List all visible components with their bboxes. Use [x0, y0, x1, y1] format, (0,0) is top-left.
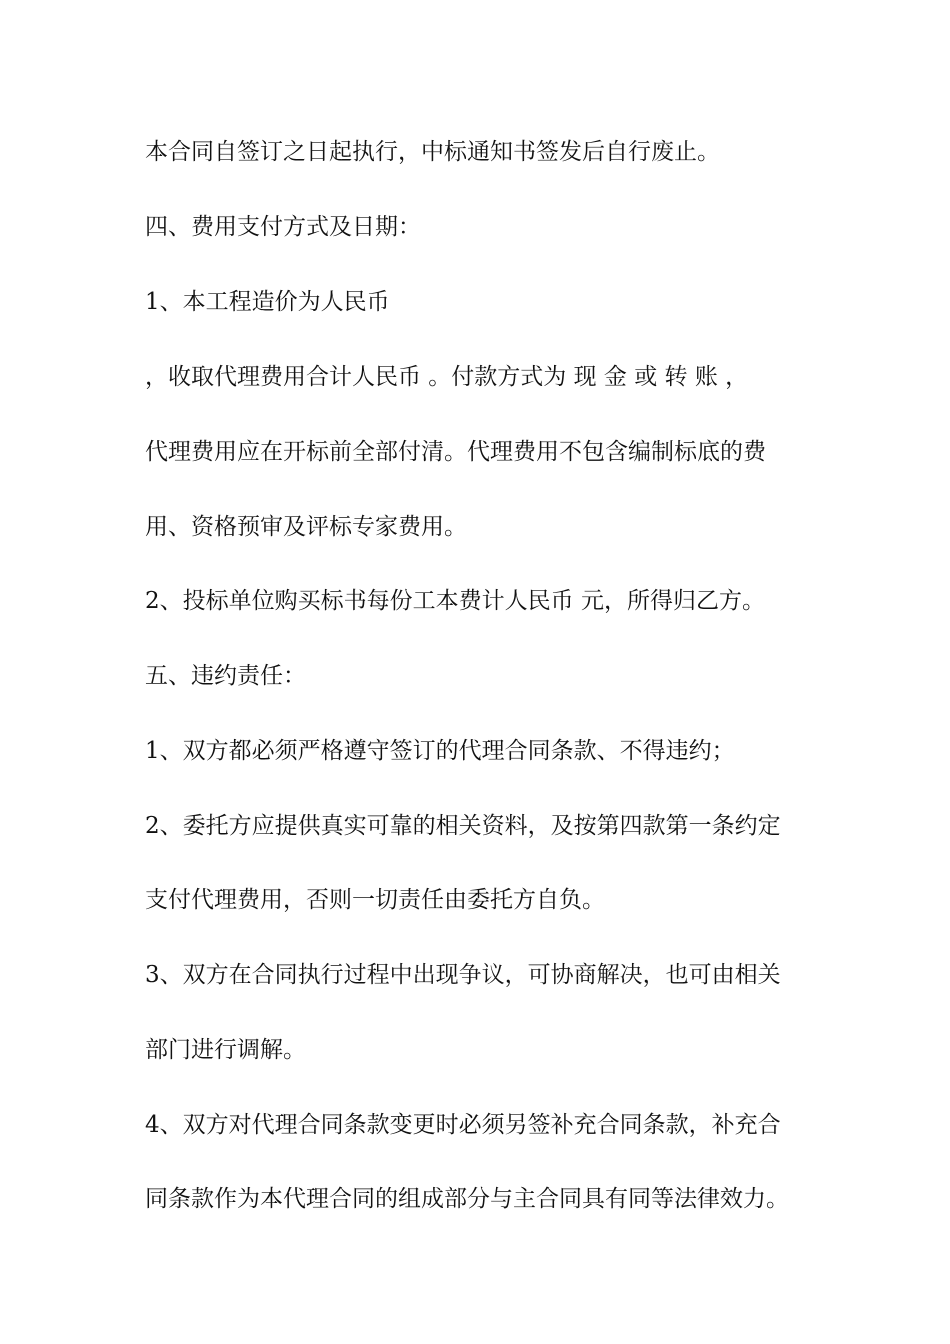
paragraph-line: 本合同自签订之日起执行，中标通知书签发后自行废止。	[145, 139, 720, 165]
section-heading: 五、违约责任：	[145, 663, 306, 689]
paragraph-line: 1、双方都必须严格遵守签订的代理合同条款、不得违约；	[145, 738, 735, 764]
paragraph-line: 2、投标单位购买标书每份工本费计人民币 元，所得归乙方。	[145, 588, 765, 614]
paragraph-line: 用、资格预审及评标专家费用。	[145, 514, 467, 540]
paragraph-line: 同条款作为本代理合同的组成部分与主合同具有同等法律效力。	[145, 1186, 789, 1212]
paragraph-line: 部门进行调解。	[145, 1037, 306, 1063]
paragraph-line: 支付代理费用，否则一切责任由委托方自负。	[145, 887, 605, 913]
paragraph-line: 2、委托方应提供真实可靠的相关资料，及按第四款第一条约定	[145, 813, 781, 839]
paragraph-line: 代理费用应在开标前全部付清。代理费用不包含编制标底的费	[145, 439, 766, 465]
paragraph-line: 3、双方在合同执行过程中出现争议，可协商解决，也可由相关	[145, 962, 781, 988]
paragraph-line: 4、双方对代理合同条款变更时必须另签补充合同条款，补充合	[145, 1112, 781, 1138]
paragraph-line: ，收取代理费用合计人民币 。付款方式为 现 金 或 转 账 ，	[145, 364, 749, 390]
paragraph-line: 1、本工程造价为人民币	[145, 289, 390, 315]
section-heading: 四、费用支付方式及日期：	[145, 214, 421, 240]
